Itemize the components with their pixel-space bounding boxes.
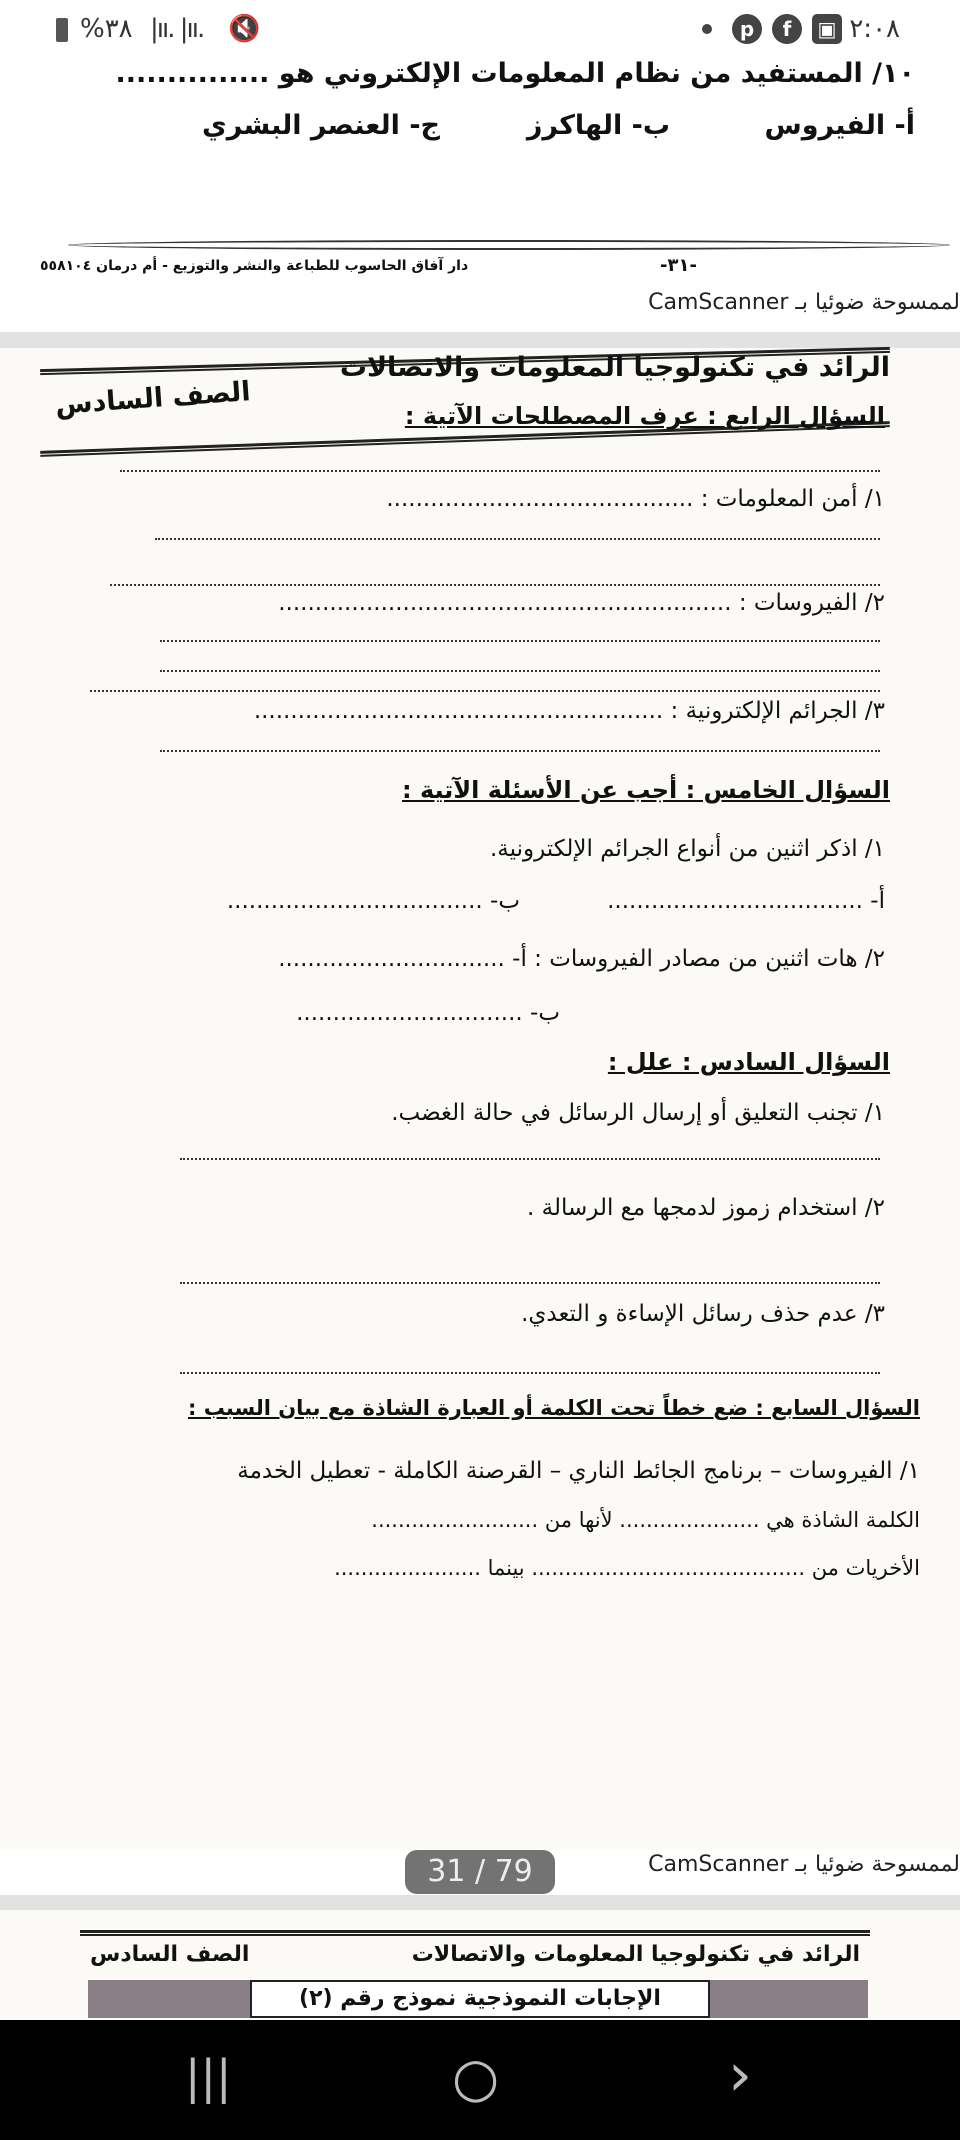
q4-heading: السؤال الرابع : عرف المصطلحات الآتية :	[404, 402, 885, 430]
scanner-note: لممسوحة ضوئيا بـ CamScanner	[648, 290, 960, 315]
answer-line	[180, 1158, 880, 1160]
book-title: الرائد في تكنولوجيا المعلومات والاتصالات	[339, 352, 890, 383]
pinterest-icon: p	[732, 14, 762, 44]
facebook-icon: f	[772, 14, 802, 44]
q7-item1: ١/ الفيروسات – برنامج الجائط الناري – القرصنة الكاملة - تعطيل الخدمة	[237, 1458, 920, 1484]
status-bar	[0, 0, 960, 60]
option-c: ج- العنصر البشري	[202, 110, 440, 141]
q5-answer-a: أ- ...................................	[607, 888, 885, 914]
answer-line	[180, 1372, 880, 1374]
decorative-border	[68, 240, 950, 250]
scanner-note: لممسوحة ضوئيا بـ CamScanner	[648, 1852, 960, 1877]
current-page	[0, 348, 960, 1850]
page-indicator: 31 / 79	[405, 1850, 555, 1894]
home-button[interactable]: ○	[452, 2046, 500, 2109]
battery-percent: %٣٨	[80, 14, 133, 44]
q5-answer-b: ب- ...................................	[226, 888, 520, 914]
q4-item: ٢/ الفيروسات : ..............................................................	[278, 590, 885, 616]
page-divider	[0, 332, 960, 348]
recents-button[interactable]: |||	[185, 2050, 232, 2104]
grade-label: الصف السادس	[54, 376, 252, 421]
answer-line	[160, 670, 880, 672]
publisher: دار آفاق الحاسوب للطباعة والنشر والتوزيع - أم درمان ٥٥٨١٠٤	[40, 258, 469, 274]
q4-item: ٣/ الجرائم الإلكترونية : ........................................................	[253, 698, 885, 724]
page-divider	[0, 1895, 960, 1910]
back-button[interactable]: ›	[728, 2040, 752, 2110]
answer-line	[155, 538, 880, 540]
q5-answer-b2: ب- ...............................	[296, 1000, 560, 1026]
answer-line	[160, 640, 880, 642]
q6-item: ٣/ عدم حذف رسائل الإساءة و التعدي.	[521, 1301, 885, 1327]
battery-icon	[56, 18, 68, 42]
header-rule	[80, 1930, 870, 1936]
option-a: أ- الفيروس	[764, 110, 915, 141]
q7-line2: الكلمة الشاذة هي ..................... لأنها من .........................	[371, 1508, 920, 1532]
answer-line	[90, 690, 880, 692]
subtitle: الإجابات النموذجية نموذج رقم (٢)	[250, 1980, 710, 2018]
q7-heading: السؤال السابع : ضع خطاً تحت الكلمة أو العبارة الشاذة مع بيان السبب :	[187, 1396, 920, 1420]
gallery-icon: ▣	[812, 14, 842, 44]
next-page	[0, 1910, 960, 2020]
book-title: الرائد في تكنولوجيا المعلومات والاتصالات	[411, 1942, 860, 1967]
option-b: ب- الهاكرز	[526, 110, 670, 141]
answer-line	[180, 1282, 880, 1284]
q6-item: ٢/ استخدام زموز لدمجها مع الرسالة .	[527, 1195, 885, 1221]
answer-line	[120, 470, 880, 472]
signal-icon: |ıı. |ıı.	[150, 14, 204, 44]
q5-item2: ٢/ هات اثنين من مصادر الفيروسات : أ- ...............................	[278, 946, 885, 972]
q5-item1: ١/ اذكر اثنين من أنواع الجرائم الإلكترونية.	[489, 836, 885, 862]
clock: ٢:٠٨	[849, 14, 900, 44]
q6-heading: السؤال السادس : علل :	[607, 1048, 890, 1076]
answer-line	[110, 584, 880, 586]
grade-label: الصف السادس	[90, 1942, 250, 1967]
answer-line	[160, 750, 880, 752]
q7-line3: الأخريات من ......................................... بينما ......................	[334, 1556, 920, 1580]
mute-icon: 🔇	[228, 14, 261, 44]
dot-icon	[702, 24, 712, 34]
q6-item: ١/ تجنب التعليق أو إرسال الرسائل في حالة الغضب.	[391, 1100, 885, 1126]
navigation-bar	[0, 2020, 960, 2140]
q5-heading: السؤال الخامس : أجب عن الأسئلة الآتية :	[401, 776, 890, 804]
page-number: -٣١-	[660, 255, 697, 276]
q4-item: ١/ أمن المعلومات : ..........................................	[386, 486, 885, 512]
question-10: ١٠/ المستفيد من نظام المعلومات الإلكتروني هو ...............	[115, 58, 915, 89]
